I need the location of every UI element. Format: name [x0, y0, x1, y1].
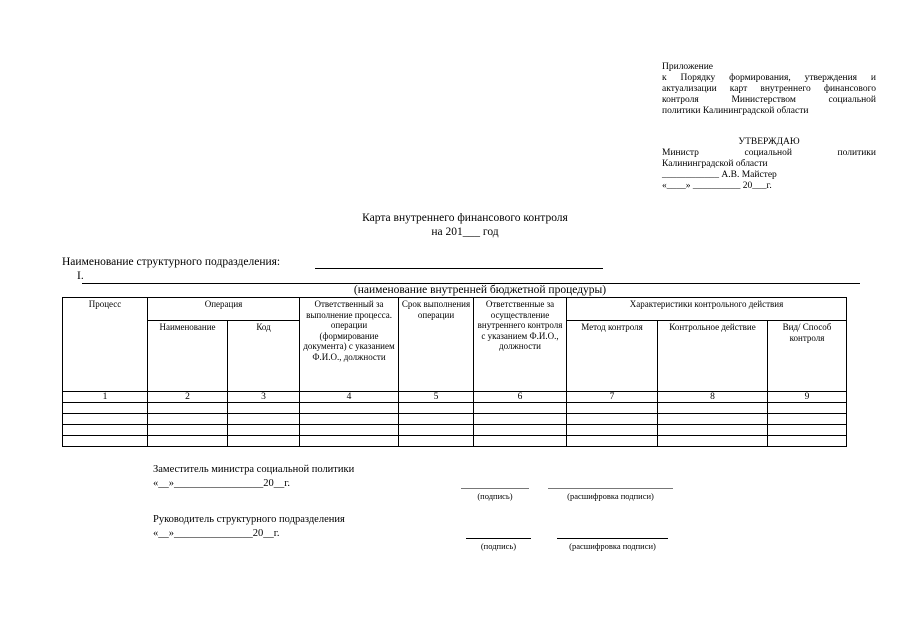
subdivision-label: Наименование структурного подразделения: [62, 256, 281, 268]
head-decode-line [557, 538, 668, 539]
header-row [63, 298, 847, 321]
approval-date: «____» __________ 20___г. [662, 181, 772, 191]
col-operation-code-header: Код [228, 321, 300, 392]
appendix-line: актуализации карт внутреннего финансового [662, 84, 876, 94]
deputy-date: «__»_________________20__г. [153, 478, 290, 489]
column-number: 2 [148, 392, 228, 403]
column-numbers-row [63, 392, 847, 403]
approval-signature: ____________ А.В. Майстер [662, 170, 777, 180]
deputy-signature-line [461, 488, 529, 489]
title-line: Карта внутреннего финансового контроля [362, 212, 568, 224]
column-number: 5 [399, 392, 474, 403]
deputy-decode-line [548, 488, 673, 489]
col-responsible-process-header: Ответственный за выполнение процесса. операции (формирование документа) с указанием Ф.И.О., должности [300, 298, 399, 392]
col-responsible-control-header: Ответственные за осуществление внутреннего контроля с указанием Ф.И.О., должности [474, 298, 567, 392]
col-control-type-header: Вид/ Способ контроля [768, 321, 847, 392]
decode-caption: (расшифровка подписи) [567, 491, 654, 501]
col-control-method-header: Метод контроля [567, 321, 658, 392]
head-title: Руководитель структурного подразделения [153, 514, 345, 525]
decode-caption: (расшифровка подписи) [569, 541, 656, 551]
signature-caption: (подпись) [477, 491, 513, 501]
section-number: I. [77, 270, 84, 282]
column-number: 8 [658, 392, 768, 403]
document-title [300, 211, 630, 239]
approval-heading: УТВЕРЖДАЮ [738, 137, 800, 147]
col-control-action-header: Контрольное действие [658, 321, 768, 392]
appendix-line: контроля Министерством социальной [662, 95, 876, 105]
table-row [63, 436, 847, 447]
col-deadline-header: Срок выполнения операции [399, 298, 474, 392]
column-number: 6 [474, 392, 567, 403]
title-year: на 201___ год [431, 226, 499, 238]
table-row [63, 403, 847, 414]
column-number: 4 [300, 392, 399, 403]
appendix-line: политики Калининградской области [662, 106, 809, 116]
signature-caption: (подпись) [480, 541, 517, 551]
control-map-table [62, 297, 847, 447]
subdivision-field-line [315, 268, 603, 269]
approval-position: Министр социальной политики [662, 148, 876, 158]
appendix-line: к Порядку формирования, утверждения и [662, 73, 876, 83]
appendix-block [662, 62, 876, 117]
table-row [63, 425, 847, 436]
head-signature-line [466, 538, 531, 539]
column-number: 9 [768, 392, 847, 403]
table-row [63, 414, 847, 425]
procedure-caption: (наименование внутренней бюджетной процедуры) [353, 284, 607, 296]
appendix-heading: Приложение [662, 62, 713, 72]
col-process-header: Процесс [63, 298, 148, 392]
deputy-title: Заместитель министра социальной политики [153, 464, 355, 475]
head-date: «__»_______________20__г. [153, 528, 280, 539]
col-characteristics-header: Характеристики контрольного действия [567, 298, 847, 321]
column-number: 1 [63, 392, 148, 403]
column-number: 3 [228, 392, 300, 403]
col-operation-name-header: Наименование [148, 321, 228, 392]
approval-position-region: Калининградской области [662, 159, 768, 169]
col-operation-header: Операция [148, 298, 300, 321]
column-number: 7 [567, 392, 658, 403]
approval-block [662, 137, 876, 192]
